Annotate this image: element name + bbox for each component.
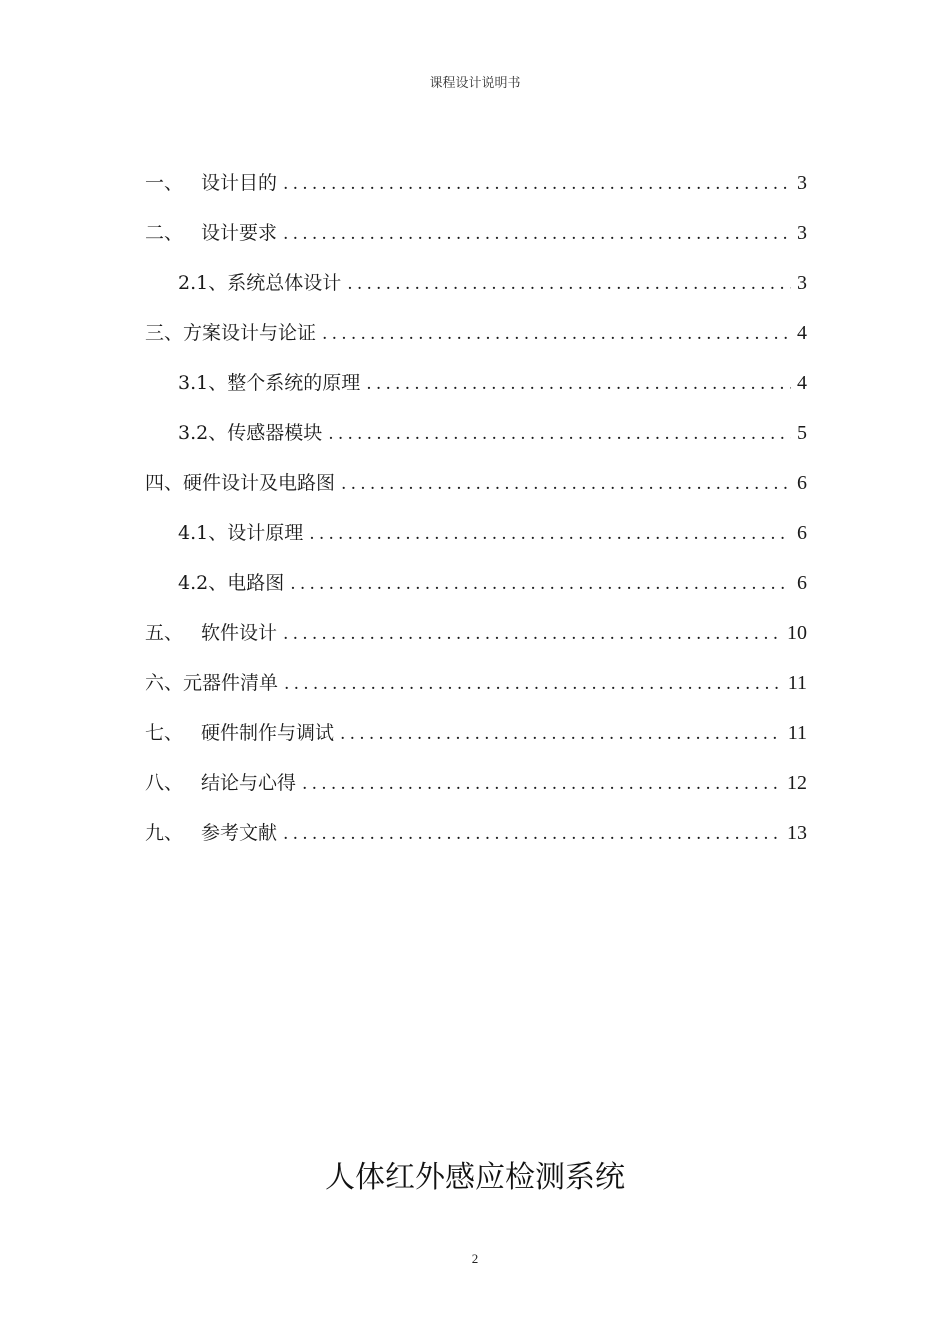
toc-entry-title: 结论与心得 [201,772,297,794]
toc-entry-title: 整个系统的原理 [227,372,361,394]
toc-leader-dots [322,324,791,344]
toc-entry[interactable] [145,818,807,868]
toc-entry-number: 一、 [145,172,184,194]
toc-entry[interactable] [145,368,807,418]
toc-entry-page: 13 [787,822,807,844]
document-title: 人体红外感应检测系统 [325,1160,625,1195]
toc-entry-page: 5 [797,422,807,444]
running-header: 课程设计说明书 [429,76,521,91]
toc-entry-number: 六、 [145,672,184,694]
toc-entry-page: 6 [797,572,807,594]
page-number: 2 [471,1251,479,1266]
toc-entry[interactable] [145,218,807,268]
toc-entry-page: 3 [797,272,807,294]
toc-leader-dots [290,574,791,594]
toc-entry-title: 传感器模块 [227,422,323,444]
toc-entry-number: 九、 [145,822,184,844]
toc-entry-title: 软件设计 [201,622,278,644]
toc-entry-page: 3 [797,222,807,244]
toc-entry[interactable] [145,518,807,568]
toc-entry[interactable] [145,318,807,368]
toc-entry-number: 3.1、 [178,372,228,394]
table-of-contents [145,168,807,868]
toc-entry-page: 3 [797,172,807,194]
toc-entry-title: 电路图 [227,572,285,594]
toc-entry-page: 10 [787,622,807,644]
toc-entry[interactable] [145,718,807,768]
toc-entry-title: 设计要求 [201,222,278,244]
toc-entry[interactable] [145,268,807,318]
toc-entry-page: 11 [787,722,807,744]
toc-entry-page: 6 [797,522,807,544]
toc-leader-dots [283,174,791,194]
toc-entry-title: 硬件制作与调试 [201,722,335,744]
toc-leader-dots [302,774,781,794]
toc-entry-title: 设计目的 [201,172,278,194]
toc-entry[interactable] [145,668,807,718]
toc-entry-number: 2.1、 [178,272,228,294]
toc-entry-title: 方案设计与论证 [183,322,317,344]
toc-entry-number: 3.2、 [178,422,228,444]
toc-entry[interactable] [145,468,807,518]
toc-leader-dots [340,724,782,744]
toc-leader-dots [284,674,782,694]
toc-leader-dots [283,824,781,844]
toc-leader-dots [341,474,791,494]
toc-leader-dots [283,624,781,644]
toc-entry[interactable] [145,568,807,618]
toc-entry-title: 设计原理 [227,522,304,544]
toc-entry-number: 三、 [145,322,184,344]
toc-entry-page: 12 [787,772,807,794]
toc-entry-title: 元器件清单 [183,672,279,694]
toc-leader-dots [347,274,791,294]
toc-entry-page: 4 [797,372,807,394]
toc-entry-number: 八、 [145,772,184,794]
toc-leader-dots [283,224,791,244]
toc-leader-dots [328,424,791,444]
toc-leader-dots [366,374,791,394]
toc-entry[interactable] [145,168,807,218]
toc-entry-number: 二、 [145,222,184,244]
toc-leader-dots [309,524,791,544]
toc-entry-page: 11 [787,672,807,694]
toc-entry-number: 4.2、 [178,572,228,594]
toc-entry-number: 四、 [145,472,184,494]
toc-entry-title: 系统总体设计 [227,272,342,294]
toc-entry-number: 4.1、 [178,522,228,544]
toc-entry-title: 硬件设计及电路图 [183,472,336,494]
toc-entry[interactable] [145,768,807,818]
toc-entry[interactable] [145,618,807,668]
toc-entry-number: 七、 [145,722,184,744]
toc-entry[interactable] [145,418,807,468]
toc-entry-page: 6 [797,472,807,494]
toc-entry-title: 参考文献 [201,822,278,844]
toc-entry-page: 4 [797,322,807,344]
toc-entry-number: 五、 [145,622,184,644]
